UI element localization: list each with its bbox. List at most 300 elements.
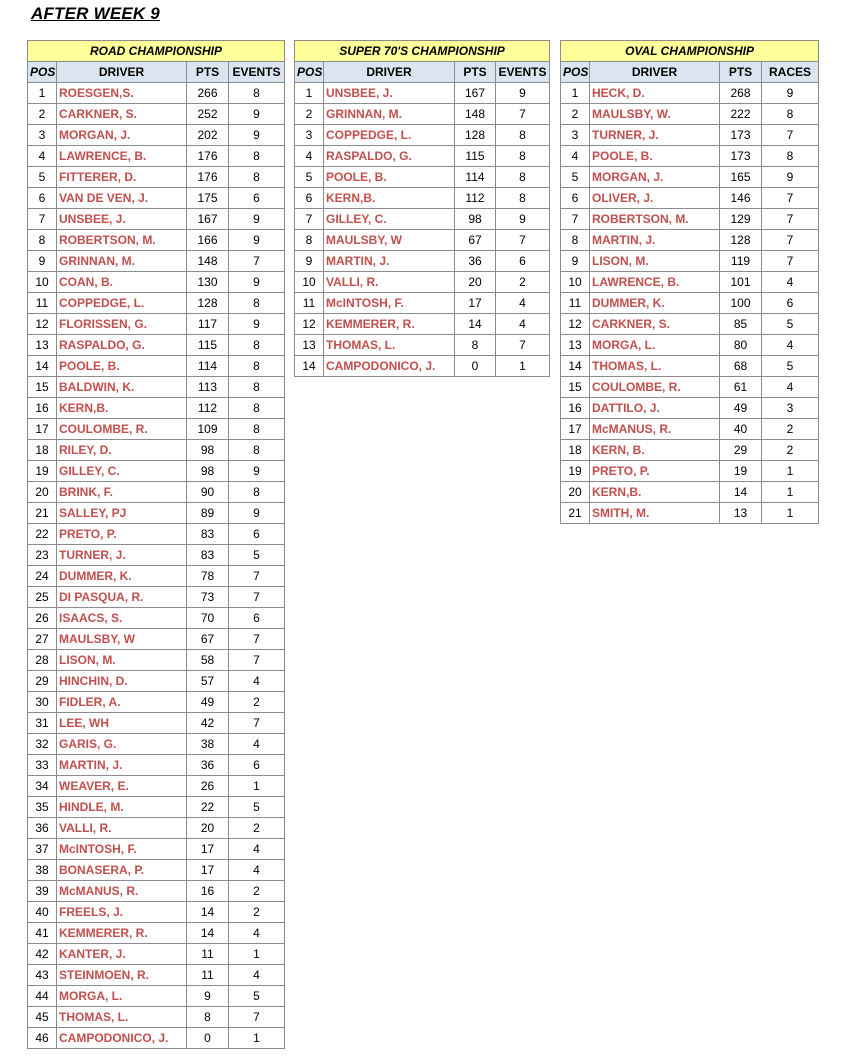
cell-count: 4 — [229, 839, 285, 860]
cell-count: 8 — [229, 335, 285, 356]
cell-pts: 17 — [455, 293, 496, 314]
cell-count: 8 — [496, 188, 550, 209]
cell-driver: GRINNAN, M. — [57, 251, 187, 272]
cell-pts: 129 — [720, 209, 762, 230]
table-row — [28, 545, 285, 566]
cell-driver: COAN, B. — [57, 272, 187, 293]
cell-driver: GARIS, G. — [57, 734, 187, 755]
table-row — [561, 125, 819, 146]
oval-championship-table — [560, 40, 819, 524]
cell-pts: 36 — [187, 755, 229, 776]
cell-pos: 6 — [28, 188, 57, 209]
cell-count: 6 — [496, 251, 550, 272]
cell-count: 8 — [496, 146, 550, 167]
table-row — [28, 440, 285, 461]
cell-driver: FITTERER, D. — [57, 167, 187, 188]
cell-count: 8 — [496, 125, 550, 146]
cell-count: 6 — [229, 755, 285, 776]
cell-pts: 98 — [187, 461, 229, 482]
cell-count: 4 — [229, 860, 285, 881]
table-row — [295, 230, 550, 251]
table-row — [28, 755, 285, 776]
cell-count: 8 — [229, 293, 285, 314]
cell-pts: 89 — [187, 503, 229, 524]
cell-pts: 9 — [187, 986, 229, 1007]
cell-driver: POOLE, B. — [57, 356, 187, 377]
cell-pts: 16 — [187, 881, 229, 902]
table-row — [28, 419, 285, 440]
cell-pos: 7 — [561, 209, 590, 230]
cell-pts: 67 — [455, 230, 496, 251]
table-row — [561, 251, 819, 272]
cell-driver: MAULSBY, W — [324, 230, 455, 251]
table-row — [295, 356, 550, 377]
cell-count: 9 — [496, 209, 550, 230]
cell-count: 8 — [229, 356, 285, 377]
cell-pts: 17 — [187, 860, 229, 881]
table-row — [28, 146, 285, 167]
cell-pts: 14 — [187, 923, 229, 944]
cell-pos: 7 — [28, 209, 57, 230]
cell-driver: MORGA, L. — [590, 335, 720, 356]
table-row — [561, 104, 819, 125]
cell-pos: 20 — [561, 482, 590, 503]
table-row — [28, 398, 285, 419]
cell-driver: UNSBEE, J. — [324, 83, 455, 104]
cell-count: 2 — [229, 818, 285, 839]
cell-driver: VALLI, R. — [57, 818, 187, 839]
cell-count: 7 — [762, 230, 819, 251]
cell-pts: 78 — [187, 566, 229, 587]
cell-driver: LISON, M. — [590, 251, 720, 272]
table-row — [28, 335, 285, 356]
cell-count: 7 — [496, 104, 550, 125]
table-row — [28, 860, 285, 881]
table-row — [295, 293, 550, 314]
cell-pts: 49 — [187, 692, 229, 713]
cell-pts: 8 — [455, 335, 496, 356]
cell-pos: 24 — [28, 566, 57, 587]
cell-driver: GRINNAN, M. — [324, 104, 455, 125]
cell-count: 4 — [762, 377, 819, 398]
table-row — [28, 923, 285, 944]
cell-count: 7 — [229, 1007, 285, 1028]
cell-driver: COPPEDGE, L. — [57, 293, 187, 314]
cell-driver: KERN, B. — [590, 440, 720, 461]
table-row — [28, 314, 285, 335]
cell-pos: 40 — [28, 902, 57, 923]
cell-driver: DATTILO, J. — [590, 398, 720, 419]
cell-count: 4 — [229, 734, 285, 755]
cell-driver: McINTOSH, F. — [57, 839, 187, 860]
cell-count: 1 — [496, 356, 550, 377]
cell-pos: 14 — [561, 356, 590, 377]
table-row — [561, 398, 819, 419]
cell-count: 8 — [229, 146, 285, 167]
page-title: AFTER WEEK 9 — [31, 4, 160, 23]
cell-pos: 4 — [295, 146, 324, 167]
table-row — [28, 692, 285, 713]
cell-driver: CARKNER, S. — [590, 314, 720, 335]
table-row — [295, 146, 550, 167]
table-row — [28, 608, 285, 629]
table-row — [295, 209, 550, 230]
cell-count: 8 — [229, 440, 285, 461]
cell-pts: 68 — [720, 356, 762, 377]
cell-driver: ROBERTSON, M. — [57, 230, 187, 251]
table-row — [561, 209, 819, 230]
table-row — [295, 335, 550, 356]
table-row — [28, 1028, 285, 1049]
cell-pts: 128 — [187, 293, 229, 314]
table-row — [28, 944, 285, 965]
cell-driver: PRETO, P. — [57, 524, 187, 545]
cell-pos: 26 — [28, 608, 57, 629]
table-row — [28, 461, 285, 482]
cell-pts: 85 — [720, 314, 762, 335]
table-row — [561, 482, 819, 503]
cell-driver: KEMMERER, R. — [57, 923, 187, 944]
cell-pos: 31 — [28, 713, 57, 734]
cell-driver: UNSBEE, J. — [57, 209, 187, 230]
cell-pos: 9 — [28, 251, 57, 272]
cell-pos: 2 — [561, 104, 590, 125]
cell-pts: 202 — [187, 125, 229, 146]
cell-count: 1 — [762, 461, 819, 482]
cell-pos: 10 — [295, 272, 324, 293]
cell-pos: 1 — [561, 83, 590, 104]
table-row — [28, 167, 285, 188]
cell-pts: 0 — [455, 356, 496, 377]
cell-pts: 14 — [187, 902, 229, 923]
table-row — [28, 188, 285, 209]
cell-pts: 115 — [455, 146, 496, 167]
cell-count: 4 — [229, 671, 285, 692]
cell-count: 7 — [762, 251, 819, 272]
cell-driver: MARTIN, J. — [57, 755, 187, 776]
cell-pos: 32 — [28, 734, 57, 755]
cell-pos: 1 — [28, 83, 57, 104]
cell-pos: 5 — [295, 167, 324, 188]
cell-driver: McINTOSH, F. — [324, 293, 455, 314]
cell-pos: 15 — [561, 377, 590, 398]
cell-count: 1 — [762, 503, 819, 524]
table-row — [561, 440, 819, 461]
cell-pts: 67 — [187, 629, 229, 650]
cell-pos: 44 — [28, 986, 57, 1007]
table-row — [295, 104, 550, 125]
cell-pos: 3 — [561, 125, 590, 146]
cell-driver: LEE, WH — [57, 713, 187, 734]
cell-pts: 112 — [187, 398, 229, 419]
table-title: OVAL CHAMPIONSHIP — [561, 41, 819, 62]
cell-pos: 8 — [295, 230, 324, 251]
cell-count: 6 — [762, 293, 819, 314]
cell-pos: 10 — [28, 272, 57, 293]
cell-pts: 252 — [187, 104, 229, 125]
cell-pos: 11 — [28, 293, 57, 314]
cell-count: 9 — [229, 104, 285, 125]
cell-pts: 173 — [720, 146, 762, 167]
cell-pos: 4 — [561, 146, 590, 167]
cell-pts: 119 — [720, 251, 762, 272]
cell-pos: 46 — [28, 1028, 57, 1049]
cell-pos: 21 — [561, 503, 590, 524]
cell-pts: 128 — [455, 125, 496, 146]
cell-driver: MAULSBY, W — [57, 629, 187, 650]
cell-pts: 146 — [720, 188, 762, 209]
cell-pos: 14 — [28, 356, 57, 377]
cell-pos: 2 — [28, 104, 57, 125]
cell-pts: 80 — [720, 335, 762, 356]
cell-pts: 17 — [187, 839, 229, 860]
table-row — [28, 230, 285, 251]
table-row — [561, 461, 819, 482]
table-row — [295, 125, 550, 146]
table-row — [295, 272, 550, 293]
table-row — [561, 83, 819, 104]
cell-pos: 41 — [28, 923, 57, 944]
cell-pts: 38 — [187, 734, 229, 755]
table-row — [28, 650, 285, 671]
table-row — [28, 104, 285, 125]
cell-pts: 176 — [187, 146, 229, 167]
table-row — [28, 566, 285, 587]
cell-pos: 12 — [295, 314, 324, 335]
table-row — [561, 167, 819, 188]
cell-count: 7 — [229, 629, 285, 650]
cell-driver: BONASERA, P. — [57, 860, 187, 881]
cell-driver: HECK, D. — [590, 83, 720, 104]
table-row — [561, 335, 819, 356]
cell-count: 4 — [762, 335, 819, 356]
cell-pos: 8 — [28, 230, 57, 251]
cell-count: 7 — [762, 188, 819, 209]
cell-pts: 115 — [187, 335, 229, 356]
cell-pts: 166 — [187, 230, 229, 251]
column-header-pts: PTS — [720, 62, 762, 83]
cell-pts: 266 — [187, 83, 229, 104]
cell-pos: 12 — [561, 314, 590, 335]
cell-count: 4 — [496, 314, 550, 335]
cell-pos: 34 — [28, 776, 57, 797]
cell-driver: RILEY, D. — [57, 440, 187, 461]
cell-pos: 6 — [295, 188, 324, 209]
cell-pos: 28 — [28, 650, 57, 671]
cell-pts: 128 — [720, 230, 762, 251]
cell-count: 2 — [762, 419, 819, 440]
cell-driver: MORGA, L. — [57, 986, 187, 1007]
cell-driver: STEINMOEN, R. — [57, 965, 187, 986]
cell-driver: COULOMBE, R. — [590, 377, 720, 398]
table-row — [28, 986, 285, 1007]
cell-pts: 268 — [720, 83, 762, 104]
cell-pos: 10 — [561, 272, 590, 293]
cell-pts: 98 — [187, 440, 229, 461]
cell-pts: 114 — [455, 167, 496, 188]
cell-driver: THOMAS, L. — [324, 335, 455, 356]
cell-pts: 70 — [187, 608, 229, 629]
cell-count: 6 — [229, 188, 285, 209]
cell-count: 8 — [496, 167, 550, 188]
cell-pts: 14 — [455, 314, 496, 335]
cell-pts: 11 — [187, 965, 229, 986]
column-header-races: RACES — [762, 62, 819, 83]
column-header-events: EVENTS — [496, 62, 550, 83]
cell-pos: 14 — [295, 356, 324, 377]
table-row — [28, 902, 285, 923]
cell-count: 9 — [496, 83, 550, 104]
column-header-pts: PTS — [187, 62, 229, 83]
cell-pos: 3 — [295, 125, 324, 146]
cell-driver: MARTIN, J. — [324, 251, 455, 272]
table-row — [28, 797, 285, 818]
road-championship-table — [27, 40, 285, 1049]
cell-count: 9 — [229, 125, 285, 146]
cell-pts: 175 — [187, 188, 229, 209]
cell-pos: 30 — [28, 692, 57, 713]
cell-pos: 12 — [28, 314, 57, 335]
cell-driver: WEAVER, E. — [57, 776, 187, 797]
cell-count: 7 — [229, 587, 285, 608]
cell-driver: DUMMER, K. — [590, 293, 720, 314]
cell-pos: 39 — [28, 881, 57, 902]
cell-pos: 17 — [28, 419, 57, 440]
cell-count: 2 — [229, 902, 285, 923]
cell-pts: 19 — [720, 461, 762, 482]
table-row — [295, 251, 550, 272]
cell-pts: 83 — [187, 524, 229, 545]
table-row — [28, 482, 285, 503]
cell-count: 5 — [229, 797, 285, 818]
cell-count: 7 — [229, 650, 285, 671]
table-row — [28, 356, 285, 377]
cell-driver: LISON, M. — [57, 650, 187, 671]
cell-pos: 35 — [28, 797, 57, 818]
column-header-driver: DRIVER — [590, 62, 720, 83]
cell-pos: 23 — [28, 545, 57, 566]
table-title: ROAD CHAMPIONSHIP — [28, 41, 285, 62]
cell-count: 4 — [229, 965, 285, 986]
cell-pts: 29 — [720, 440, 762, 461]
cell-pos: 3 — [28, 125, 57, 146]
cell-pos: 20 — [28, 482, 57, 503]
cell-count: 9 — [229, 314, 285, 335]
table-row — [28, 209, 285, 230]
cell-driver: BALDWIN, K. — [57, 377, 187, 398]
cell-pos: 29 — [28, 671, 57, 692]
cell-count: 9 — [762, 83, 819, 104]
cell-driver: MORGAN, J. — [57, 125, 187, 146]
cell-driver: LAWRENCE, B. — [57, 146, 187, 167]
table-row — [561, 314, 819, 335]
table-row — [28, 965, 285, 986]
cell-count: 4 — [496, 293, 550, 314]
cell-driver: CAMPODONICO, J. — [324, 356, 455, 377]
cell-pts: 36 — [455, 251, 496, 272]
cell-driver: BRINK, F. — [57, 482, 187, 503]
cell-driver: COPPEDGE, L. — [324, 125, 455, 146]
cell-pts: 98 — [455, 209, 496, 230]
cell-driver: HINDLE, M. — [57, 797, 187, 818]
cell-pos: 43 — [28, 965, 57, 986]
cell-count: 4 — [762, 272, 819, 293]
cell-driver: OLIVER, J. — [590, 188, 720, 209]
cell-driver: GILLEY, C. — [57, 461, 187, 482]
cell-pos: 15 — [28, 377, 57, 398]
cell-pts: 8 — [187, 1007, 229, 1028]
cell-pos: 27 — [28, 629, 57, 650]
cell-count: 9 — [229, 461, 285, 482]
cell-pos: 19 — [28, 461, 57, 482]
table-row — [28, 629, 285, 650]
cell-pos: 16 — [28, 398, 57, 419]
cell-driver: KERN,B. — [324, 188, 455, 209]
column-header-pos: POS — [28, 62, 57, 83]
cell-driver: THOMAS, L. — [590, 356, 720, 377]
cell-pts: 22 — [187, 797, 229, 818]
table-row — [28, 713, 285, 734]
cell-pos: 18 — [28, 440, 57, 461]
cell-count: 5 — [229, 986, 285, 1007]
cell-pos: 6 — [561, 188, 590, 209]
cell-pts: 42 — [187, 713, 229, 734]
cell-pts: 13 — [720, 503, 762, 524]
cell-driver: FREELS, J. — [57, 902, 187, 923]
cell-pos: 36 — [28, 818, 57, 839]
cell-pts: 173 — [720, 125, 762, 146]
cell-pts: 101 — [720, 272, 762, 293]
table-row — [28, 818, 285, 839]
cell-count: 7 — [229, 251, 285, 272]
cell-driver: CARKNER, S. — [57, 104, 187, 125]
cell-pos: 21 — [28, 503, 57, 524]
cell-driver: ROESGEN,S. — [57, 83, 187, 104]
cell-driver: KERN,B. — [57, 398, 187, 419]
table-row — [28, 272, 285, 293]
table-row — [28, 734, 285, 755]
cell-pts: 109 — [187, 419, 229, 440]
table-row — [28, 671, 285, 692]
cell-pts: 0 — [187, 1028, 229, 1049]
cell-count: 9 — [229, 209, 285, 230]
cell-driver: McMANUS, R. — [590, 419, 720, 440]
table-row — [295, 83, 550, 104]
cell-driver: SMITH, M. — [590, 503, 720, 524]
cell-pts: 11 — [187, 944, 229, 965]
cell-count: 7 — [229, 713, 285, 734]
cell-pos: 13 — [561, 335, 590, 356]
cell-pts: 20 — [455, 272, 496, 293]
super70-championship-table — [294, 40, 550, 377]
table-row — [28, 839, 285, 860]
cell-count: 3 — [762, 398, 819, 419]
cell-pos: 13 — [28, 335, 57, 356]
cell-driver: ISAACS, S. — [57, 608, 187, 629]
table-row — [561, 272, 819, 293]
cell-driver: LAWRENCE, B. — [590, 272, 720, 293]
cell-count: 7 — [496, 230, 550, 251]
cell-driver: PRETO, P. — [590, 461, 720, 482]
cell-driver: POOLE, B. — [590, 146, 720, 167]
cell-count: 7 — [496, 335, 550, 356]
cell-pos: 1 — [295, 83, 324, 104]
cell-pos: 16 — [561, 398, 590, 419]
cell-count: 2 — [762, 440, 819, 461]
cell-driver: FLORISSEN, G. — [57, 314, 187, 335]
cell-driver: KANTER, J. — [57, 944, 187, 965]
table-row — [28, 587, 285, 608]
